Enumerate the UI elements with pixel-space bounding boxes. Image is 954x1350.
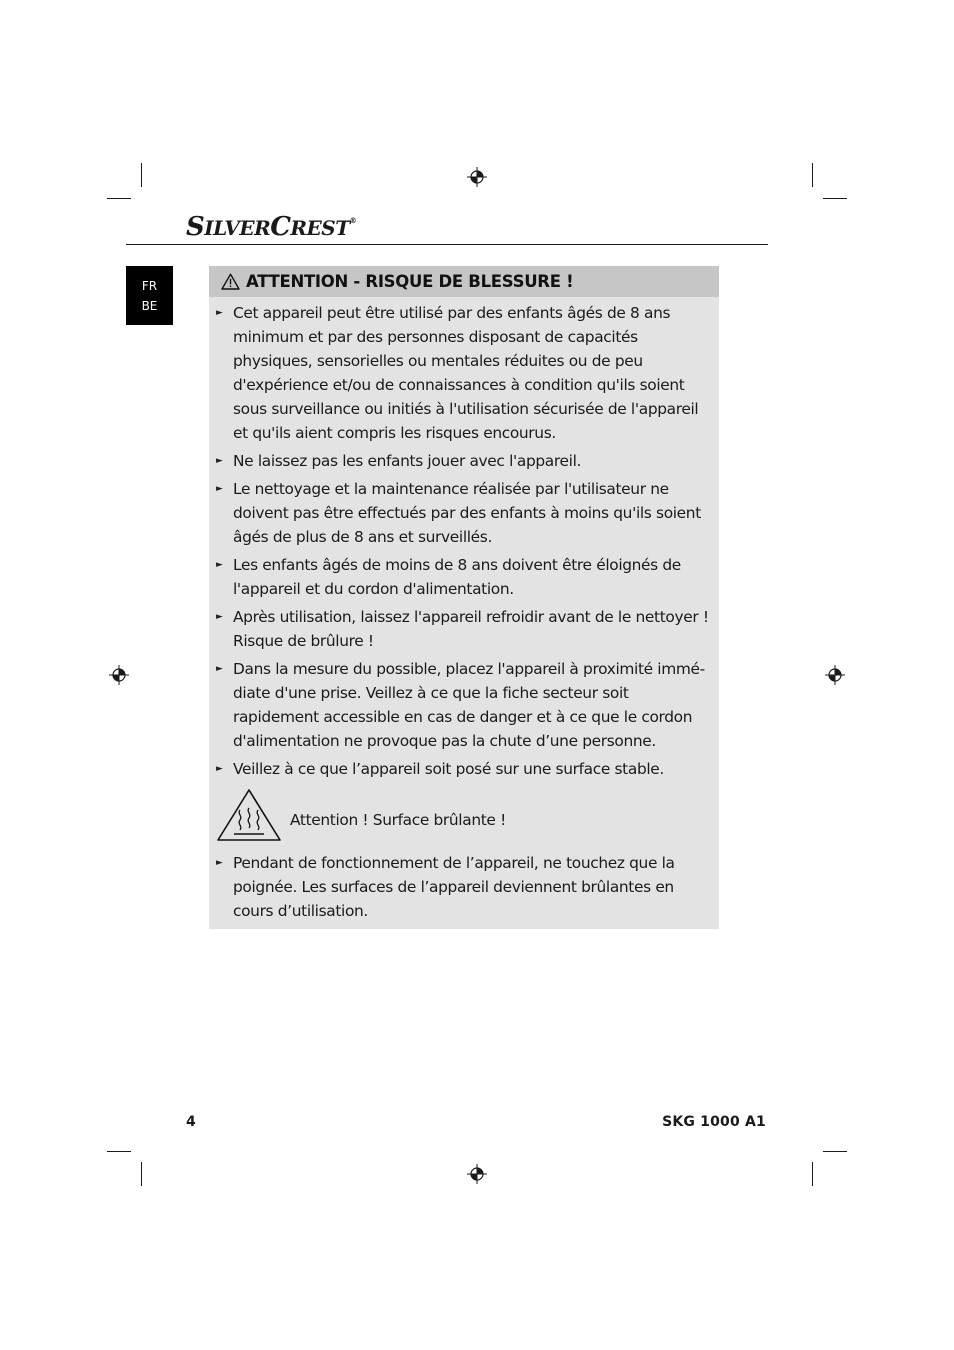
registered-mark: ®	[349, 216, 357, 225]
list-item: ► Dans la mesure du possible, placez l'appareil à proximité immé-diate d'une prise. Veillez à ce que la fiche secteur soit rapidement accessible en cas de danger et à ce que le cordon d'alimentation ne provoque pas la chute d’une personne.	[216, 657, 713, 753]
registration-mark-icon	[467, 1164, 487, 1184]
bullet-arrow-icon: ►	[216, 858, 223, 868]
crop-mark	[141, 1162, 142, 1186]
list-item: ► Après utilisation, laissez l'appareil refroidir avant de le nettoyer ! Risque de brûlure !	[216, 605, 713, 653]
list-item: ► Cet appareil peut être utilisé par des enfants âgés de 8 ans minimum et par des personnes disposant de capacités physiques, sensorielles ou mentales réduites ou de peu d'expérience et/ou de connaissances à condition qu'ils soient sous surveillance ou initiés à l'utilisation sécurisée de l'appareil et qu'ils aient compris les risques encourus.	[216, 301, 713, 445]
hot-surface-label: Attention ! Surface brûlante !	[290, 811, 506, 829]
bullet-arrow-icon: ►	[216, 612, 223, 622]
language-code: FR	[141, 279, 158, 293]
warning-triangle-icon	[221, 273, 240, 290]
registration-mark-icon	[467, 167, 487, 187]
registration-mark-icon	[109, 665, 129, 685]
warning-title: ATTENTION - RISQUE DE BLESSURE !	[246, 272, 574, 291]
header-rule	[126, 244, 768, 245]
crop-mark	[141, 163, 142, 187]
warning-list	[209, 297, 719, 923]
bullet-arrow-icon: ►	[216, 308, 223, 318]
model-number: SKG 1000 A1	[662, 1114, 766, 1130]
crop-mark	[812, 1162, 813, 1186]
warning-box	[209, 266, 719, 929]
list-item: ► Les enfants âgés de moins de 8 ans doivent être éloignés de l'appareil et du cordon d'alimentation.	[216, 553, 713, 601]
silvercrest-logo: SILVERCREST®	[186, 212, 357, 242]
list-item: ► Ne laissez pas les enfants jouer avec l'appareil.	[216, 449, 713, 473]
crop-mark	[823, 1151, 847, 1152]
crop-mark	[823, 198, 847, 199]
crop-mark	[107, 1151, 131, 1152]
bullet-arrow-icon: ►	[216, 664, 223, 674]
hot-surface-icon	[216, 788, 282, 842]
hot-surface-warning	[216, 787, 713, 843]
language-code: BE	[141, 299, 158, 313]
list-item: ► Veillez à ce que l’appareil soit posé sur une surface stable.	[216, 757, 713, 781]
language-tab	[126, 266, 173, 325]
list-item: ► Le nettoyage et la maintenance réalisée par l'utilisateur ne doivent pas être effectués par des enfants à moins qu'ils soient âgés de plus de 8 ans et surveillés.	[216, 477, 713, 549]
registration-mark-icon	[825, 665, 845, 685]
bullet-arrow-icon: ►	[216, 484, 223, 494]
crop-mark	[107, 198, 131, 199]
page-number: 4	[186, 1114, 196, 1130]
bullet-arrow-icon: ►	[216, 764, 223, 774]
bullet-arrow-icon: ►	[216, 456, 223, 466]
list-item: ► Pendant de fonctionnement de l’appareil, ne touchez que la poignée. Les surfaces de l’appareil deviennent brûlantes en cours d’utilisation.	[216, 851, 713, 923]
bullet-arrow-icon: ►	[216, 560, 223, 570]
warning-header	[209, 266, 719, 297]
crop-mark	[812, 163, 813, 187]
